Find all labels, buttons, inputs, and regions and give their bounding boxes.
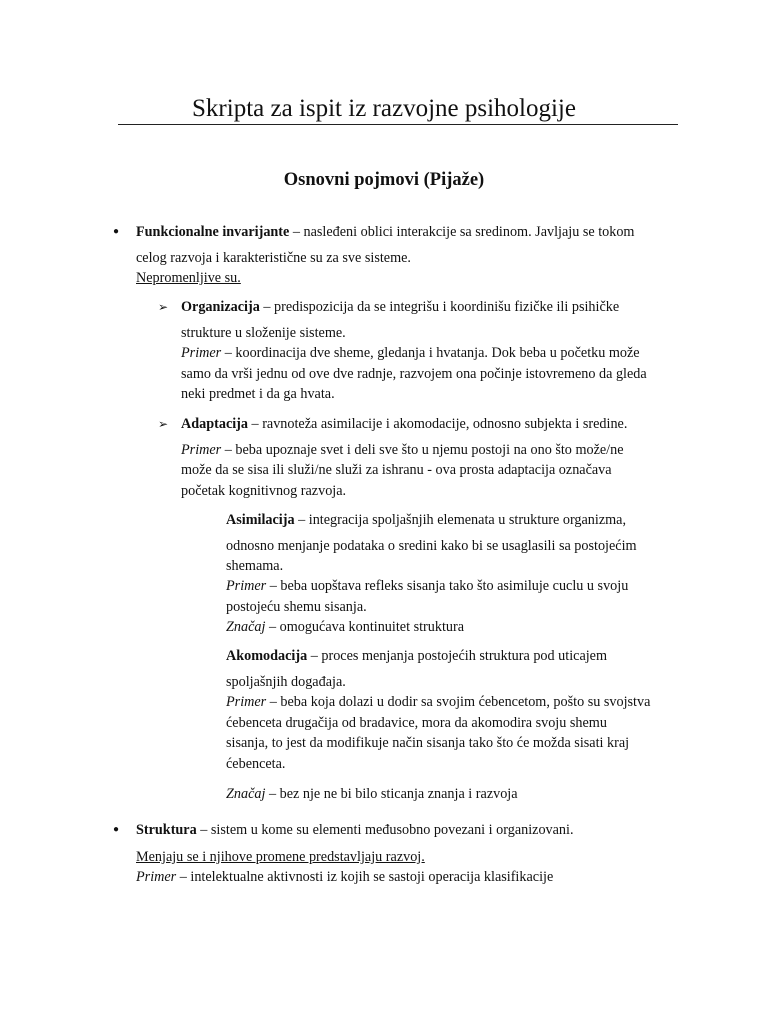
adaptacija-primer-2: može da se sisa ili služi/ne služi za ishranu - ova prosta adaptacija označava <box>181 462 612 478</box>
asimilacija-znacaj: Značaj – omogućava kontinuitet struktura <box>226 619 465 635</box>
invarijante-line-2: celog razvoja i karakteristične su za sve sisteme. <box>136 250 411 266</box>
organizacija-line-1 <box>181 297 619 317</box>
akomodacija-desc: – proces menjanja postojećih struktura pod uticajem <box>307 648 608 664</box>
organizacija-primer-2: samo da vrši jednu od ove dve radnje, razvojem ona počinje istovremeno da gleda <box>181 366 647 382</box>
struktura-line-2: Menjaju se i njihove promene predstavljaju razvoj. <box>136 849 425 865</box>
asimilacija-desc: – integracija spoljašnjih elemenata u strukture organizma, <box>294 512 627 528</box>
struktura-line-1 <box>136 820 574 840</box>
struktura-desc: – sistem u kome su elementi međusobno povezani i organizovani. <box>196 822 574 838</box>
struktura-primer-label: Primer <box>136 869 177 885</box>
organizacija-primer-label: Primer <box>181 345 222 361</box>
asimilacija-primer-1: Primer – beba uopštava refleks sisanja tako što asimiluje cuclu u svoju <box>226 578 629 594</box>
struktura-primer-1: Primer – intelektualne aktivnosti iz kojih se sastoji operacija klasifikacije <box>136 869 554 885</box>
organizacija-primer-1: Primer – koordinacija dve sheme, gledanja i hvatanja. Dok beba u početku može <box>181 345 640 361</box>
organizacija-primer-3: neki predmet i da ga hvata. <box>181 386 335 402</box>
document-title: Skripta za ispit iz razvojne psihologije <box>192 95 576 122</box>
invarijante-desc: – nasleđeni oblici interakcije sa sredinom. Javljaju se tokom <box>289 224 635 240</box>
organizacija-line-2: strukture u složenije sisteme. <box>181 325 346 341</box>
akomodacija-line-2: spoljašnjih događaja. <box>226 674 346 690</box>
adaptacija-primer-3: početak kognitivnog razvoja. <box>181 483 347 499</box>
adaptacija-primer-1: Primer – beba upoznaje svet i deli sve što u njemu postoji na ono što može/ne <box>181 442 624 458</box>
asimilacija-znacaj-label: Značaj <box>226 619 266 635</box>
invarijante-line-3: Nepromenljive su. <box>136 270 241 286</box>
title-underline <box>118 124 678 125</box>
znacaj-label: Značaj <box>226 786 266 802</box>
asimilacija-primer-label: Primer <box>226 578 267 594</box>
akomodacija-primer-1: Primer – beba koja dolazi u dodir sa svojim ćebencetom, pošto su svojstva <box>226 694 651 710</box>
znacaj-item: Značaj – bez nje ne bi bilo sticanja znanja i razvoja <box>226 786 518 802</box>
adaptacija-primer-label: Primer <box>181 442 222 458</box>
organizacija-term: Organizacija <box>181 299 260 315</box>
asimilacija-line-2: odnosno menjanje podataka o sredini kako bi se usaglasili sa postojećim <box>226 538 637 554</box>
akomodacija-term: Akomodacija <box>226 648 308 664</box>
adaptacija-line-1 <box>181 414 627 434</box>
arrow-bullet-icon: ➢ <box>158 417 169 431</box>
akomodacija-primer-4: ćebenceta. <box>226 756 286 772</box>
akomodacija-primer-3: sisanja, to jest da modifikuje način sisanja tako što će možda sisati kraj <box>226 735 630 751</box>
bullet-dot-icon: ● <box>113 824 120 835</box>
asimilacija-line-3: shemama. <box>226 558 284 574</box>
bullet-dot-icon: ● <box>113 226 120 237</box>
invarijante-term: Funkcionalne invarijante <box>136 224 290 240</box>
akomodacija-primer-2: ćebenceta drugačija od bradavice, mora da akomodira svoju shemu <box>226 715 607 731</box>
akomodacija-line-1 <box>226 646 607 666</box>
akomodacija-primer-label: Primer <box>226 694 267 710</box>
invarijante-line-1 <box>136 222 634 242</box>
organizacija-desc: – predispozicija da se integrišu i koordinišu fizičke ili psihičke <box>259 299 620 315</box>
asimilacija-line-1 <box>226 510 626 530</box>
asimilacija-term: Asimilacija <box>226 512 295 528</box>
adaptacija-desc: – ravnoteža asimilacije i akomodacije, odnosno subjekta i sredine. <box>248 416 628 432</box>
adaptacija-term: Adaptacija <box>181 416 248 432</box>
section-heading: Osnovni pojmovi (Pijaže) <box>283 170 485 190</box>
asimilacija-primer-2: postojeću shemu sisanja. <box>226 599 367 615</box>
struktura-term: Struktura <box>136 822 197 838</box>
arrow-bullet-icon: ➢ <box>158 300 169 314</box>
